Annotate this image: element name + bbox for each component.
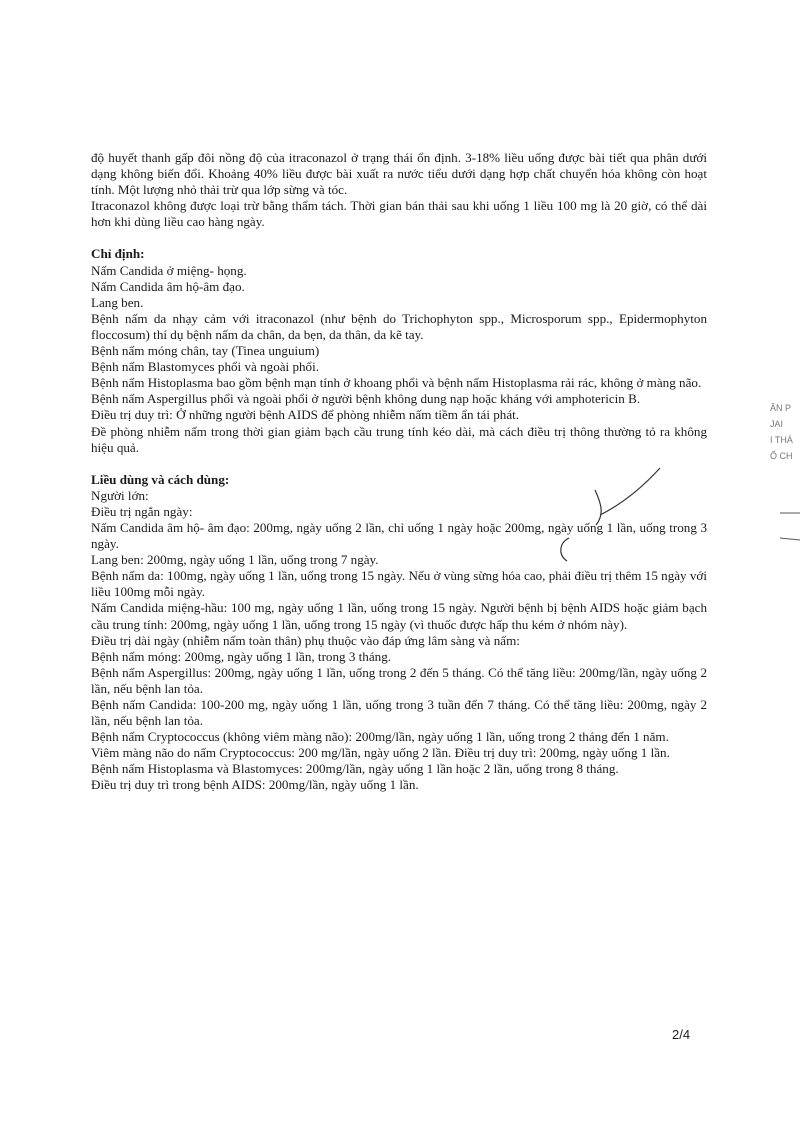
paragraph: Bệnh nấm Blastomyces phổi và ngoài phổi. [91,359,320,375]
paragraph: Người lớn: [91,487,149,503]
paragraph: Itraconazol không được loại trừ bằng thẩm tách. Thời gian bán thải sau khi uống 1 liều 100 mg là 20 giờ, có thể dài hơn khi dùng liều cao hàng ngày. [91,198,707,230]
paragraph: Bệnh nấm móng chân, tay (Tinea unguium) [91,343,320,359]
paragraph: Điều trị duy trì trong bệnh AIDS: 200mg/lần, ngày uống 1 lần. [91,777,419,793]
paragraph: Nấm Candida ở miệng- họng. [91,262,247,278]
paragraph: độ huyết thanh gấp đôi nồng độ của itraconazol ở trạng thái ổn định. 3-18% liều uống được bài tiết qua phân dưới dạng không biến đổi. Khoảng 40% liều được bài xuất ra nước tiểu dưới dạng hợp chất chuyển hóa không còn hoạt tính. Một lượng nhỏ thải trừ qua lớp sừng và tóc. [91,150,707,198]
section-heading: Liều dùng và cách dùng: [91,471,230,487]
stamp-text-3: I THÀ [770,435,793,445]
paragraph: Bệnh nấm Histoplasma và Blastomyces: 200mg/lần, ngày uống 1 lần hoặc 2 lần, uống trong 8 tháng. [91,761,619,777]
edge-mark [780,508,800,548]
stamp-text-1: ÂN P [770,403,792,413]
paragraph: Viêm màng não do nấm Cryptococcus: 200 mg/lần, ngày uống 2 lần. Điều trị duy trì: 200mg, ngày uống 1 lần. [91,745,670,761]
paragraph: Bệnh nấm da: 100mg, ngày uống 1 lần, uống trong 15 ngày. Nếu ở vùng sừng hóa cao, phải điều trị thêm 15 ngày với liều 100mg mỗi ngày. [91,568,707,600]
stamp-text-4: Ố CH [770,451,793,461]
paragraph: Nấm Candida miệng-hầu: 100 mg, ngày uống 1 lần, uống trong 15 ngày. Người bệnh bị bệnh AIDS hoặc giảm bạch cầu trung tính: 200mg, ngày uống 1 lần, uống trong 15 ngày (vì thuốc được hấp thu kém ở nhóm này). [91,600,707,632]
paragraph: Bệnh nấm Aspergillus phổi và ngoài phổi ở người bệnh không dung nạp hoặc kháng với amphotericin B. [91,391,641,407]
paragraph: Bệnh nấm móng: 200mg, ngày uống 1 lần, trong 3 tháng. [91,648,392,664]
paragraph: Bệnh nấm Aspergillus: 200mg, ngày uống 1 lần, uống trong 2 đến 5 tháng. Có thể tăng liều: 200mg/lần, ngày uống 2 lần, nếu bệnh lan tỏa. [91,664,707,696]
stamp-text-2: JẠI [770,419,784,429]
paragraph: Lang ben. [91,294,144,310]
paragraph: Nấm Candida âm hộ- âm đạo: 200mg, ngày uống 2 lần, chỉ uống 1 ngày hoặc 200mg, ngày uống 1 lần, uống trong 3 ngày. [91,519,707,552]
paragraph: Điều trị duy trì: Ở những người bệnh AIDS để phòng nhiễm nấm tiềm ẩn tái phát. [91,407,520,423]
paragraph: Lang ben: 200mg, ngày uống 1 lần, uống trong 7 ngày. [91,552,379,568]
page-number: 2/4 [672,1027,691,1042]
paragraph: Điều trị dài ngày (nhiễm nấm toàn thân) phụ thuộc vào đáp ứng lâm sàng và nấm: [91,632,520,648]
section-heading: Chỉ định: [91,246,145,262]
signature-mark [560,460,670,530]
paragraph-gap [91,230,707,246]
paragraph: Bệnh nấm Histoplasma bao gồm bệnh mạn tính ở khoang phổi và bệnh nấm Histoplasma rải rác, không ở màng não. [91,375,702,391]
paragraph: Nấm Candida âm hộ-âm đạo. [91,278,245,294]
paragraph: Bệnh nấm da nhạy cảm với itraconazol (như bệnh do Trichophyton spp., Microsporum spp., Epidermophyton floccosum) thí dụ bệnh nấm da chân, da bẹn, da thân, da kẽ tay. [91,310,707,342]
pen-mark [555,535,575,565]
paragraph: Đề phòng nhiễm nấm trong thời gian giảm bạch cầu trung tính kéo dài, mà cách điều trị thông thường tỏ ra không hiệu quả. [91,423,707,455]
paragraph: Điều trị ngắn ngày: [91,503,193,519]
paragraph: Bệnh nấm Candida: 100-200 mg, ngày uống 1 lần, uống trong 3 tuần đến 7 tháng. Có thể tăng liều: 200mg, ngày 2 lần, nếu bệnh lan tỏa. [91,697,707,729]
paragraph: Bệnh nấm Cryptococcus (không viêm màng não): 200mg/lần, ngày uống 1 lần, uống trong 2 tháng đến 1 năm. [91,729,669,745]
